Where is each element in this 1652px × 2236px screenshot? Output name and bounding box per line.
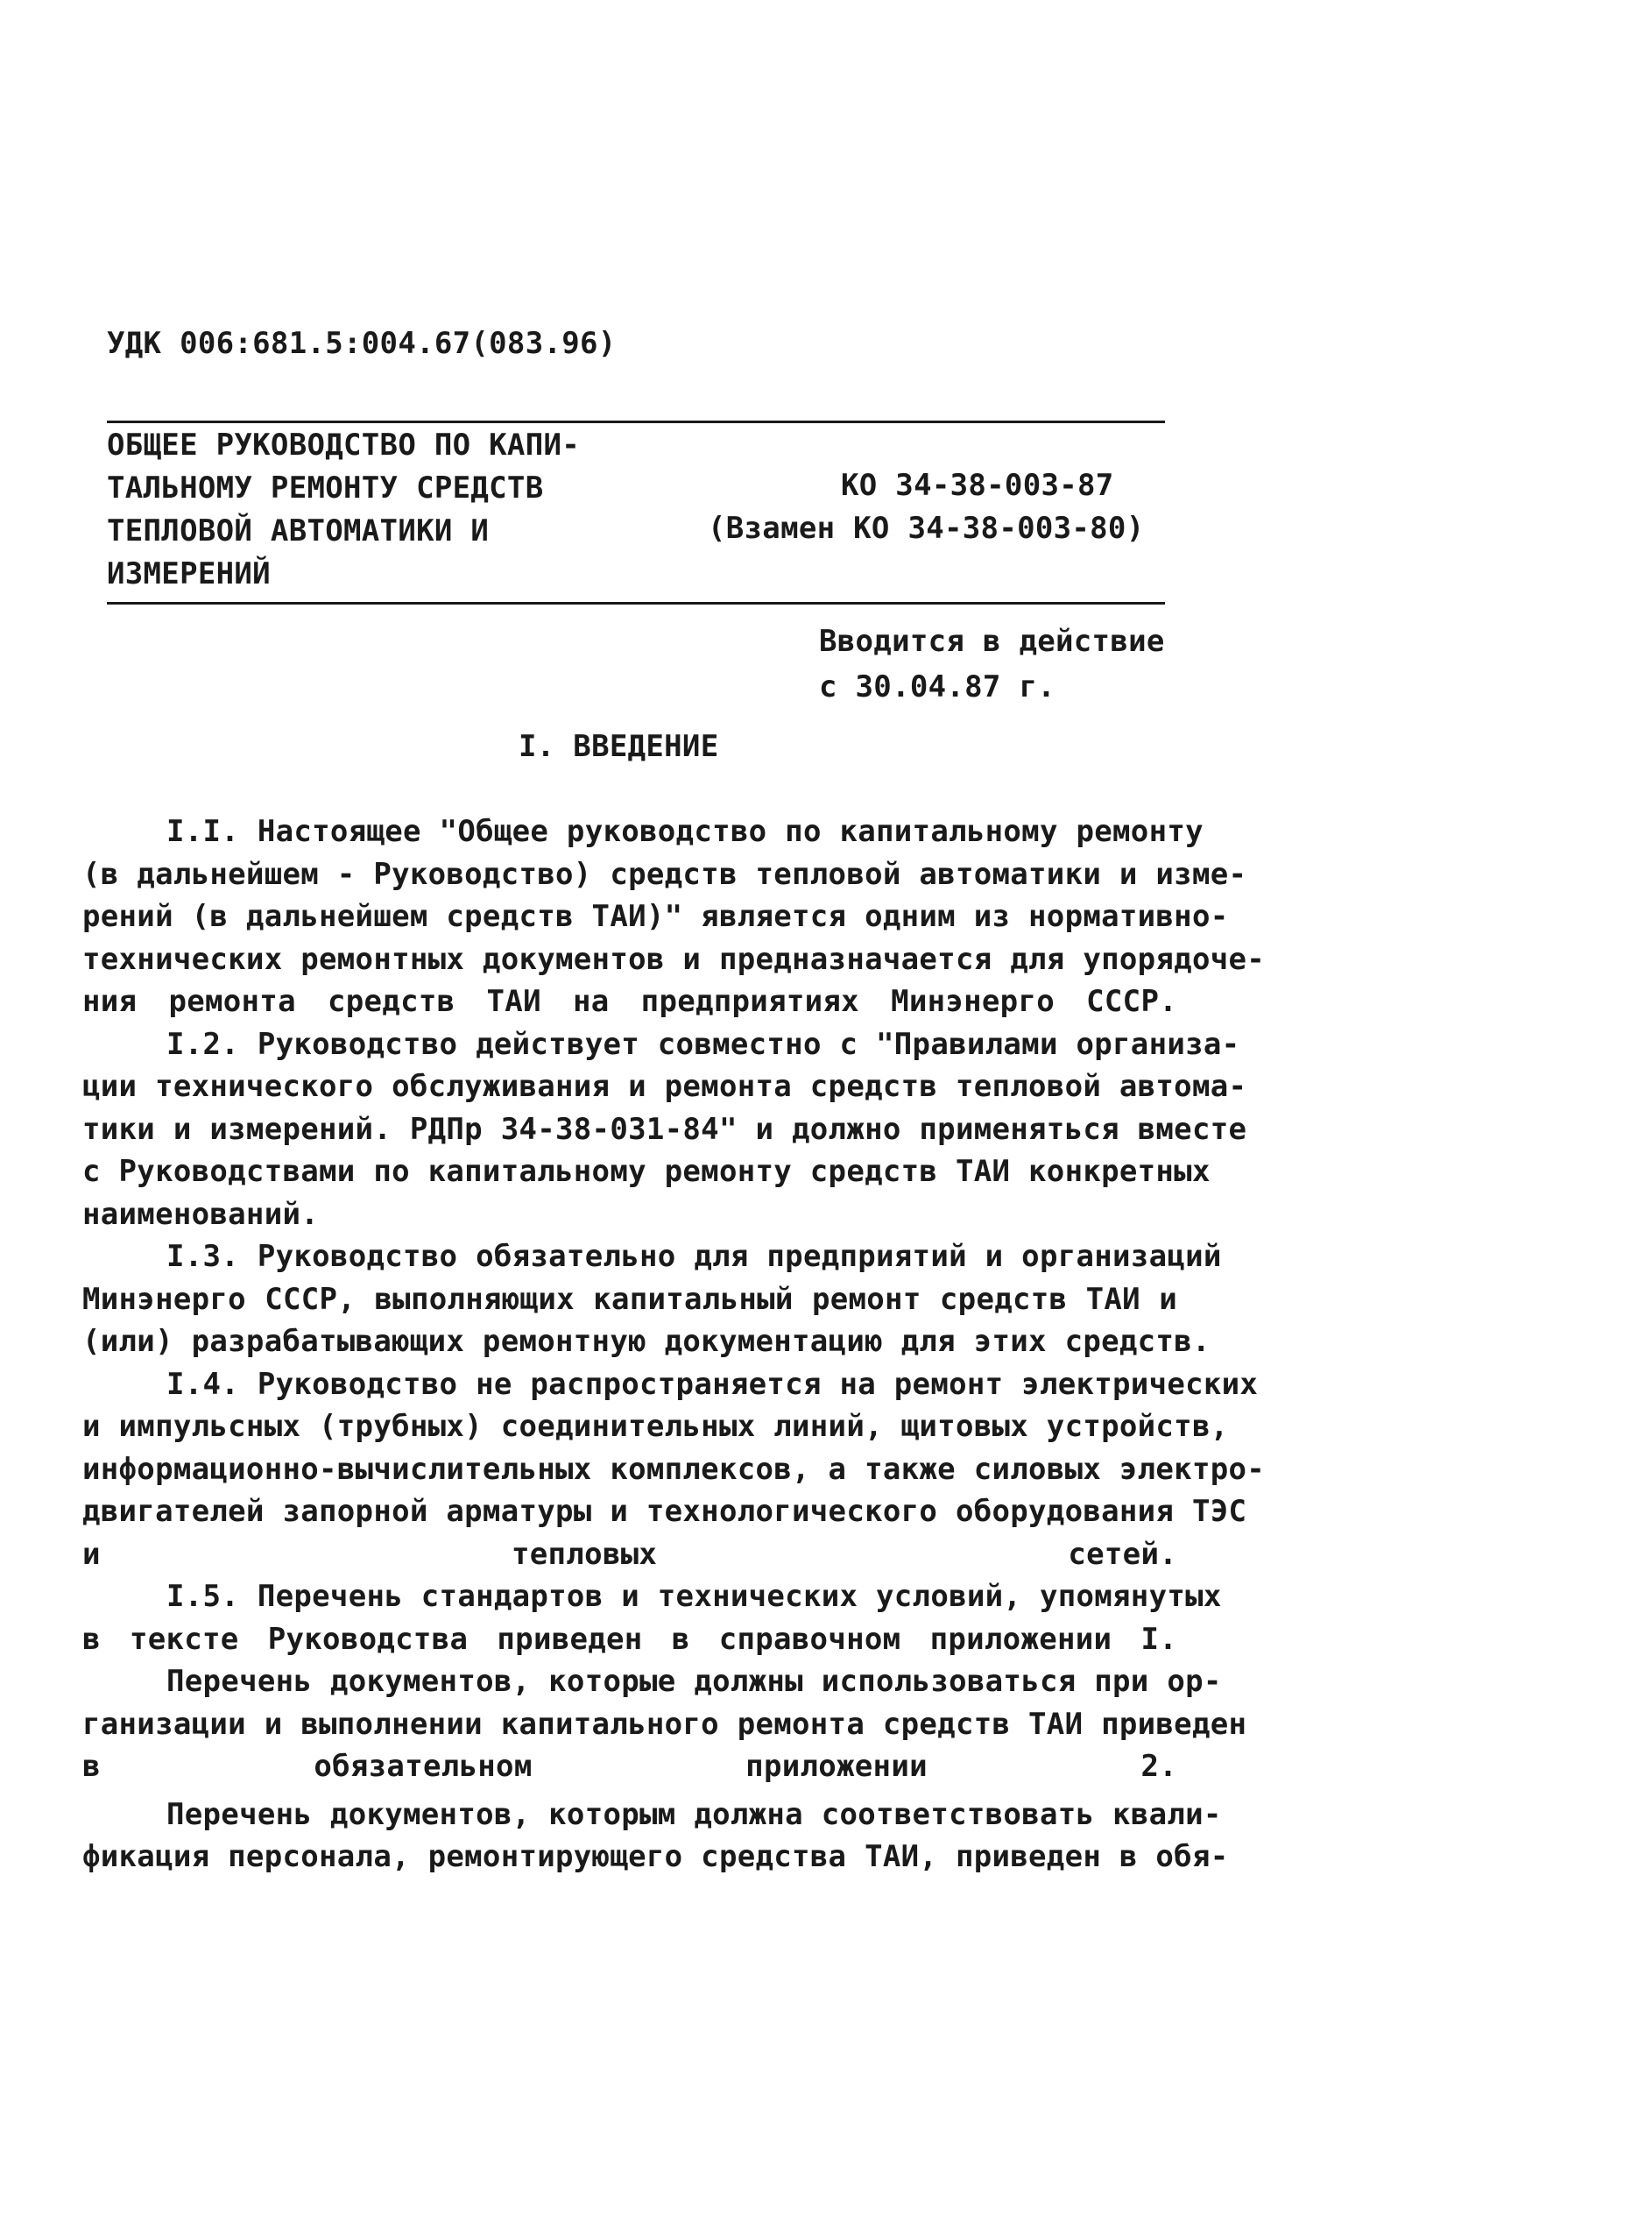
replaced-document-code: (Взамен КО 34-38-003-80) bbox=[708, 511, 1145, 546]
paragraph-line: наименований. bbox=[82, 1196, 320, 1232]
paragraph-line: и тепловых сетей. bbox=[82, 1536, 1177, 1572]
paragraph-line: и импульсных (трубных) соединительных линий, щитовых устройств, bbox=[82, 1409, 1229, 1444]
effective-date-line: с 30.04.87 г. bbox=[819, 669, 1056, 704]
document-title-line: ТАЛЬНОМУ РЕМОНТУ СРЕДСТВ bbox=[107, 471, 544, 506]
paragraph-line: Перечень документов, которые должны использоваться при ор- bbox=[166, 1664, 1222, 1699]
header-rule-bottom bbox=[107, 602, 1165, 605]
paragraph-line: Перечень документов, которым должна соответствовать квали- bbox=[166, 1796, 1222, 1832]
paragraph-1-2 bbox=[82, 1023, 1247, 1236]
paragraph-line: (в дальнейшем - Руководство) средств тепловой автоматики и изме- bbox=[82, 856, 1247, 892]
document-title-line: ОБЩЕЕ РУКОВОДСТВО ПО КАПИ- bbox=[107, 428, 581, 463]
header-rule-top bbox=[107, 421, 1165, 423]
paragraph-1-5-qualification bbox=[82, 1794, 1229, 1879]
paragraph-line: I.2. Руководство действует совместно с "Правилами организа- bbox=[166, 1026, 1240, 1062]
paragraph-line: ния ремонта средств ТАИ на предприятиях Минэнерго СССР. bbox=[82, 984, 1177, 1019]
document-title bbox=[107, 424, 580, 596]
paragraph-line: тики и измерений. РДПр 34-38-031-84" и должно применяться вместе bbox=[82, 1111, 1247, 1147]
paragraph-line: с Руководствами по капитальному ремонту средств ТАИ конкретных bbox=[82, 1154, 1211, 1189]
paragraph-line: (или) разрабатывающих ремонтную документацию для этих средств. bbox=[82, 1324, 1211, 1359]
paragraph-line: технических ремонтных документов и предназначается для упорядоче- bbox=[82, 941, 1266, 977]
effective-date-line: Вводится в действие bbox=[819, 624, 1165, 659]
paragraph-line: I.I. Настоящее "Общее руководство по капитальному ремонту bbox=[166, 814, 1204, 849]
effective-date bbox=[819, 619, 1165, 710]
paragraph-line: I.4. Руководство не распространяется на ремонт электрических bbox=[166, 1366, 1259, 1402]
paragraph-line: в обязательном приложении 2. bbox=[82, 1749, 1177, 1784]
paragraph-line: информационно-вычислительных комплексов, а также силовых электро- bbox=[82, 1451, 1266, 1487]
paragraph-line: ции технического обслуживания и ремонта средств тепловой автома- bbox=[82, 1069, 1247, 1104]
paragraph-1-5 bbox=[82, 1575, 1222, 1660]
paragraph-line: фикация персонала, ремонтирующего средства ТАИ, приведен в обя- bbox=[82, 1839, 1229, 1874]
paragraph-1-3 bbox=[82, 1235, 1222, 1363]
paragraph-line: ганизации и выполнении капитального ремонта средств ТАИ приведен bbox=[82, 1706, 1247, 1742]
body-text bbox=[82, 810, 1266, 1879]
paragraph-line: Минэнерго СССР, выполняющих капитальный ремонт средств ТАИ и bbox=[82, 1281, 1177, 1317]
udk-code: УДК 006:681.5:004.67(083.96) bbox=[107, 326, 617, 361]
paragraph-line: I.3. Руководство обязательно для предприятий и организаций bbox=[166, 1239, 1222, 1274]
document-code: КО 34-38-003-87 bbox=[841, 468, 1114, 503]
section-heading: I. ВВЕДЕНИЕ bbox=[519, 729, 719, 764]
document-title-line: ТЕПЛОВОЙ АВТОМАТИКИ И bbox=[107, 513, 490, 548]
paragraph-line: рений (в дальнейшем средств ТАИ)" является одним из нормативно- bbox=[82, 899, 1229, 934]
paragraph-1-4 bbox=[82, 1363, 1266, 1576]
paragraph-1-5-continued bbox=[82, 1660, 1247, 1788]
paragraph-1-1 bbox=[82, 810, 1266, 1023]
paragraph-line: в тексте Руководства приведен в справочном приложении I. bbox=[82, 1621, 1177, 1657]
paragraph-line: двигателей запорной арматуры и технологического оборудования ТЭС bbox=[82, 1494, 1247, 1529]
paragraph-line: I.5. Перечень стандартов и технических условий, упомянутых bbox=[166, 1579, 1222, 1614]
document-title-line: ИЗМЕРЕНИЙ bbox=[107, 556, 271, 591]
